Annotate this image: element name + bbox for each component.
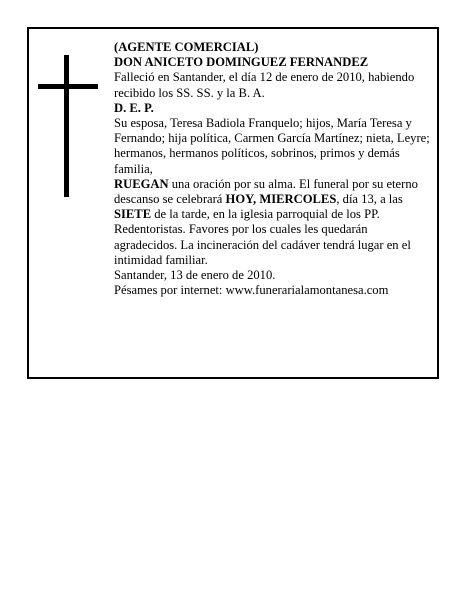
obituary-text [114,40,432,298]
funeral-text-3: de la tarde, en la iglesia parroquial de los PP. Redentoristas. Favores por los cuales les quedarán agradecidos. La incineración del cadáver tendrá lugar en el intimidad familiar. [114,207,411,267]
condolences-line: Pésames por internet: www.funerarialamontanesa.com [114,283,389,298]
funeral-time: SIETE [114,207,152,222]
cross-vertical-bar [64,55,69,197]
profession-line: (AGENTE COMERCIAL) [114,40,259,54]
cross-icon [38,55,98,197]
cross-horizontal-bar [38,84,98,89]
funeral-paragraph [114,177,432,268]
dep-line: D. E. P. [114,100,154,115]
funeral-day: HOY, MIERCOLES [225,192,337,207]
deceased-name: DON ANICETO DOMINGUEZ FERNANDEZ [114,55,369,70]
death-announcement: Falleció en Santander, el día 12 de enero de 2010, habiendo recibido los SS. SS. y la B. A. [114,70,415,100]
funeral-text-2: , día 13, a las [336,192,403,207]
funeral-text-1: una oración por su alma. El funeral por su eterno descanso se celebrará [114,176,418,207]
family-list: Su esposa, Teresa Badiola Franquelo; hijos, María Teresa y Fernando; hija política, Carmen García Martínez; nieta, Leyre; hermanos, hermanos políticos, sobrinos, primos y demás familia, [114,116,430,176]
ruegan-word: RUEGAN [114,176,169,191]
place-date: Santander, 13 de enero de 2010. [114,268,276,283]
